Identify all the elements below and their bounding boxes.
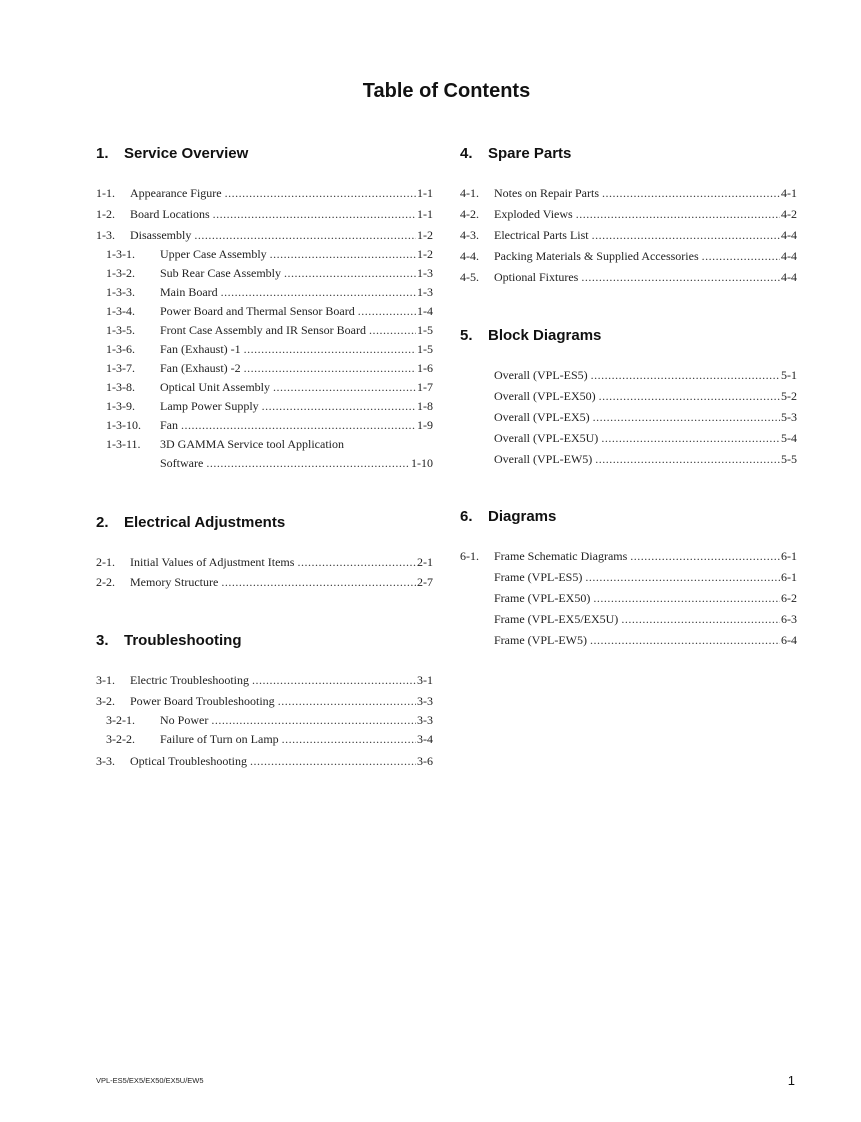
entry-leader-line	[494, 206, 797, 222]
entry-page-number: 1-3	[417, 285, 433, 299]
toc-entry[interactable]	[96, 672, 433, 688]
toc-entry[interactable]	[460, 388, 797, 404]
dot-leader	[585, 569, 780, 585]
toc-entry[interactable]	[460, 248, 797, 264]
entry-leader-line	[160, 417, 433, 433]
entry-leader-line	[494, 430, 797, 446]
entry-label[interactable]: Packing Materials & Supplied Accessories	[494, 249, 699, 263]
entry-label[interactable]: Exploded Views	[494, 207, 573, 221]
entry-label[interactable]: Appearance Figure	[130, 186, 222, 200]
entry-label[interactable]: Fan	[160, 418, 178, 432]
dot-leader	[581, 269, 780, 285]
toc-entry[interactable]	[96, 398, 433, 414]
entry-page-number: 6-1	[781, 570, 797, 584]
entry-number: 1-3-7.	[106, 361, 135, 375]
entry-label[interactable]: Overall (VPL-EX50)	[494, 389, 596, 403]
toc-entry[interactable]	[96, 185, 433, 201]
entry-leader-line	[494, 409, 797, 425]
entry-leader-line	[494, 611, 797, 627]
section-number: 2.	[96, 514, 109, 531]
dot-leader	[358, 303, 416, 319]
dot-leader	[592, 227, 780, 243]
entry-leader-line	[494, 388, 797, 404]
toc-entry[interactable]	[460, 185, 797, 201]
entry-page-number: 4-1	[781, 186, 797, 200]
entry-leader-line	[130, 185, 433, 201]
section-heading	[96, 632, 242, 649]
entry-number: 6-1.	[460, 549, 479, 563]
section-number: 4.	[460, 145, 473, 162]
toc-entry[interactable]	[96, 360, 433, 376]
entry-leader-line	[494, 269, 797, 285]
dot-leader	[225, 185, 416, 201]
entry-leader-line	[160, 455, 433, 471]
section-title: Troubleshooting	[124, 632, 242, 649]
entry-page-number: 6-4	[781, 633, 797, 647]
entry-leader-line	[130, 554, 433, 570]
entry-page-number: 1-8	[417, 399, 433, 413]
entry-label[interactable]: Main Board	[160, 285, 218, 299]
entry-label[interactable]: Overall (VPL-EX5)	[494, 410, 590, 424]
entry-number: 3-2-1.	[106, 713, 135, 727]
entry-number: 4-3.	[460, 228, 479, 242]
section-heading	[96, 145, 248, 162]
section-number: 1.	[96, 145, 109, 162]
entry-leader-line	[494, 185, 797, 201]
dot-leader	[576, 206, 780, 222]
dot-leader	[702, 248, 780, 264]
section-heading	[460, 508, 556, 525]
section-heading	[460, 327, 601, 344]
entry-number: 1-3-10.	[106, 418, 141, 432]
entry-label[interactable]: Electrical Parts List	[494, 228, 589, 242]
entry-leader-line	[160, 265, 433, 281]
entry-number: 1-3.	[96, 228, 115, 242]
section-title: Service Overview	[124, 145, 249, 162]
dot-leader	[252, 672, 416, 688]
toc-entry[interactable]	[96, 227, 433, 243]
entry-leader-line	[494, 248, 797, 264]
toc-entry[interactable]	[460, 632, 797, 648]
entry-leader-line	[494, 590, 797, 606]
toc-entry[interactable]	[96, 322, 433, 338]
entry-page-number: 1-6	[417, 361, 433, 375]
entry-number: 1-3-2.	[106, 266, 135, 280]
entry-page-number: 5-2	[781, 389, 797, 403]
dot-leader	[194, 227, 416, 243]
entry-page-number: 1-2	[417, 247, 433, 261]
entry-page-number: 5-5	[781, 452, 797, 466]
toc-entry[interactable]	[460, 548, 797, 564]
entry-page-number: 5-1	[781, 368, 797, 382]
entry-label[interactable]: Power Board and Thermal Sensor Board	[160, 304, 355, 318]
entry-page-number: 2-1	[417, 555, 433, 569]
toc-entry[interactable]	[460, 409, 797, 425]
entry-leader-line	[130, 693, 433, 709]
dot-leader	[591, 367, 780, 383]
toc-entry[interactable]	[460, 269, 797, 285]
entry-label[interactable]: Lamp Power Supply	[160, 399, 259, 413]
entry-label[interactable]: Initial Values of Adjustment Items	[130, 555, 295, 569]
entry-page-number: 3-6	[417, 754, 433, 768]
entry-page-number: 1-1	[417, 186, 433, 200]
entry-leader-line	[160, 379, 433, 395]
entry-label[interactable]: Failure of Turn on Lamp	[160, 732, 279, 746]
entry-number: 4-2.	[460, 207, 479, 221]
entry-page-number: 5-4	[781, 431, 797, 445]
entry-leader-line	[160, 303, 433, 319]
entry-label[interactable]: 3D GAMMA Service tool Application	[160, 437, 344, 451]
entry-number: 1-1.	[96, 186, 115, 200]
dot-leader	[244, 360, 416, 376]
toc-entry[interactable]	[460, 590, 797, 606]
dot-leader	[221, 284, 416, 300]
section-title: Diagrams	[488, 508, 557, 525]
entry-label[interactable]: Frame Schematic Diagrams	[494, 549, 628, 563]
entry-page-number: 4-4	[781, 228, 797, 242]
toc-entry[interactable]	[460, 206, 797, 222]
toc-entry[interactable]	[460, 611, 797, 627]
entry-label[interactable]: Optical Troubleshooting	[130, 754, 248, 768]
toc-entry[interactable]	[96, 284, 433, 300]
entry-leader-line	[160, 436, 433, 452]
entry-leader-line	[494, 367, 797, 383]
entry-page-number: 1-5	[417, 323, 433, 337]
dot-leader	[213, 206, 416, 222]
dot-leader	[595, 451, 780, 467]
entry-label[interactable]: Front Case Assembly and IR Sensor Board	[160, 323, 366, 337]
dot-leader	[593, 590, 780, 606]
toc-entry[interactable]	[96, 417, 433, 433]
dot-leader	[599, 388, 780, 404]
page-title: Table of Contents	[362, 80, 531, 102]
footer-model-number: VPL-ES5/EX5/EX50/EX5U/EW5	[96, 1076, 204, 1085]
toc-entry[interactable]	[96, 265, 433, 281]
entry-page-number: 1-1	[417, 207, 433, 221]
entry-number: 1-3-1.	[106, 247, 135, 261]
entry-number: 4-1.	[460, 186, 479, 200]
entry-number: 3-1.	[96, 673, 115, 687]
entry-label[interactable]: Frame (VPL-EX5/EX5U)	[494, 612, 619, 626]
entry-label[interactable]: Board Locations	[130, 207, 210, 221]
entry-label[interactable]: Software	[160, 456, 204, 470]
entry-number: 1-3-8.	[106, 380, 135, 394]
dot-leader	[273, 379, 416, 395]
section-number: 3.	[96, 632, 109, 649]
entry-leader-line	[160, 731, 433, 747]
entry-page-number: 3-1	[417, 673, 433, 687]
entry-label[interactable]: Frame (VPL-EW5)	[494, 633, 587, 647]
entry-label[interactable]: Fan (Exhaust) -2	[160, 361, 241, 375]
dot-leader	[221, 574, 416, 590]
entry-page-number: 3-4	[417, 732, 433, 746]
entry-page-number: 6-3	[781, 612, 797, 626]
entry-label[interactable]: Optical Unit Assembly	[160, 380, 270, 394]
entry-page-number: 5-3	[781, 410, 797, 424]
entry-leader-line	[160, 398, 433, 414]
entry-number: 1-2.	[96, 207, 115, 221]
dot-leader	[282, 731, 416, 747]
entry-label[interactable]: Frame (VPL-ES5)	[494, 570, 583, 584]
entry-leader-line	[130, 206, 433, 222]
footer-page-number: 1	[787, 1073, 795, 1088]
entry-number: 3-2-2.	[106, 732, 135, 746]
toc-entry[interactable]	[460, 451, 797, 467]
dot-leader	[244, 341, 416, 357]
entry-label[interactable]: Optional Fixtures	[494, 270, 579, 284]
entry-number: 4-4.	[460, 249, 479, 263]
dot-leader	[284, 265, 416, 281]
dot-leader	[278, 693, 416, 709]
entry-label[interactable]: Memory Structure	[130, 575, 219, 589]
entry-page-number: 1-10	[411, 456, 433, 470]
toc-entry[interactable]	[96, 246, 433, 262]
entry-number: 1-3-11.	[106, 437, 141, 451]
section-title: Block Diagrams	[488, 327, 602, 344]
entry-label[interactable]: Notes on Repair Parts	[494, 186, 599, 200]
dot-leader	[181, 417, 416, 433]
entry-number: 3-3.	[96, 754, 115, 768]
dot-leader	[601, 430, 780, 446]
entry-page-number: 3-3	[417, 713, 433, 727]
entry-label[interactable]: Sub Rear Case Assembly	[160, 266, 281, 280]
dot-leader	[369, 322, 416, 338]
toc-entry[interactable]	[96, 206, 433, 222]
entry-leader-line	[130, 672, 433, 688]
toc-entry[interactable]	[96, 731, 433, 747]
dot-leader	[211, 712, 416, 728]
toc-entry[interactable]	[460, 430, 797, 446]
dot-leader	[630, 548, 780, 564]
toc-entry[interactable]	[96, 455, 433, 471]
entry-page-number: 1-2	[417, 228, 433, 242]
entry-page-number: 1-7	[417, 380, 433, 394]
entry-label[interactable]: Overall (VPL-EX5U)	[494, 431, 599, 445]
entry-number: 1-3-3.	[106, 285, 135, 299]
entry-page-number: 1-5	[417, 342, 433, 356]
entry-page-number: 1-3	[417, 266, 433, 280]
dot-leader	[621, 611, 780, 627]
toc-entry[interactable]	[96, 554, 433, 570]
entry-leader-line	[494, 548, 797, 564]
dot-leader	[297, 554, 416, 570]
toc-entry[interactable]	[96, 753, 433, 769]
entry-leader-line	[160, 712, 433, 728]
entry-label[interactable]: Frame (VPL-EX50)	[494, 591, 591, 605]
entry-page-number: 4-4	[781, 270, 797, 284]
entry-label[interactable]: No Power	[160, 713, 209, 727]
entry-leader-line	[160, 322, 433, 338]
entry-number: 1-3-5.	[106, 323, 135, 337]
entry-number: 1-3-4.	[106, 304, 135, 318]
toc-entry[interactable]	[460, 569, 797, 585]
entry-number: 3-2.	[96, 694, 115, 708]
entry-number: 1-3-6.	[106, 342, 135, 356]
dot-leader	[206, 455, 410, 471]
entry-page-number: 2-7	[417, 575, 433, 589]
dot-leader	[590, 632, 780, 648]
dot-leader	[593, 409, 780, 425]
toc-entry[interactable]	[96, 341, 433, 357]
entry-leader-line	[160, 341, 433, 357]
entry-number: 1-3-9.	[106, 399, 135, 413]
entry-leader-line	[494, 227, 797, 243]
dot-leader	[602, 185, 780, 201]
toc-entry[interactable]	[96, 693, 433, 709]
dot-leader	[250, 753, 416, 769]
entry-leader-line	[130, 227, 433, 243]
section-heading	[96, 514, 285, 531]
dot-leader	[270, 246, 416, 262]
section-title: Electrical Adjustments	[124, 514, 286, 531]
entry-label[interactable]: Power Board Troubleshooting	[130, 694, 275, 708]
section-number: 5.	[460, 327, 473, 344]
entry-label[interactable]: Overall (VPL-ES5)	[494, 368, 588, 382]
entry-page-number: 4-2	[781, 207, 797, 221]
entry-leader-line	[160, 284, 433, 300]
toc-entry[interactable]	[96, 712, 433, 728]
entry-number: 2-1.	[96, 555, 115, 569]
toc-entry[interactable]	[460, 227, 797, 243]
entry-label[interactable]: Disassembly	[130, 228, 192, 242]
entry-number: 4-5.	[460, 270, 479, 284]
entry-number: 2-2.	[96, 575, 115, 589]
entry-page-number: 1-9	[417, 418, 433, 432]
entry-label[interactable]: Overall (VPL-EW5)	[494, 452, 593, 466]
section-title: Spare Parts	[488, 145, 572, 162]
entry-label[interactable]: Electric Troubleshooting	[130, 673, 249, 687]
entry-leader-line	[160, 360, 433, 376]
entry-page-number: 1-4	[417, 304, 433, 318]
entry-leader-line	[494, 569, 797, 585]
entry-label[interactable]: Fan (Exhaust) -1	[160, 342, 241, 356]
entry-page-number: 6-2	[781, 591, 797, 605]
entry-label[interactable]: Upper Case Assembly	[160, 247, 267, 261]
toc-entry[interactable]	[96, 436, 433, 452]
entry-leader-line	[130, 753, 433, 769]
dot-leader	[262, 398, 416, 414]
entry-leader-line	[130, 574, 433, 590]
toc-entry[interactable]	[96, 574, 433, 590]
entry-leader-line	[494, 632, 797, 648]
entry-page-number: 4-4	[781, 249, 797, 263]
entry-leader-line	[494, 451, 797, 467]
toc-entry[interactable]	[96, 379, 433, 395]
section-number: 6.	[460, 508, 473, 525]
toc-entry[interactable]	[96, 303, 433, 319]
toc-entry[interactable]	[460, 367, 797, 383]
entry-page-number: 6-1	[781, 549, 797, 563]
section-heading	[460, 145, 571, 162]
entry-page-number: 3-3	[417, 694, 433, 708]
entry-leader-line	[160, 246, 433, 262]
